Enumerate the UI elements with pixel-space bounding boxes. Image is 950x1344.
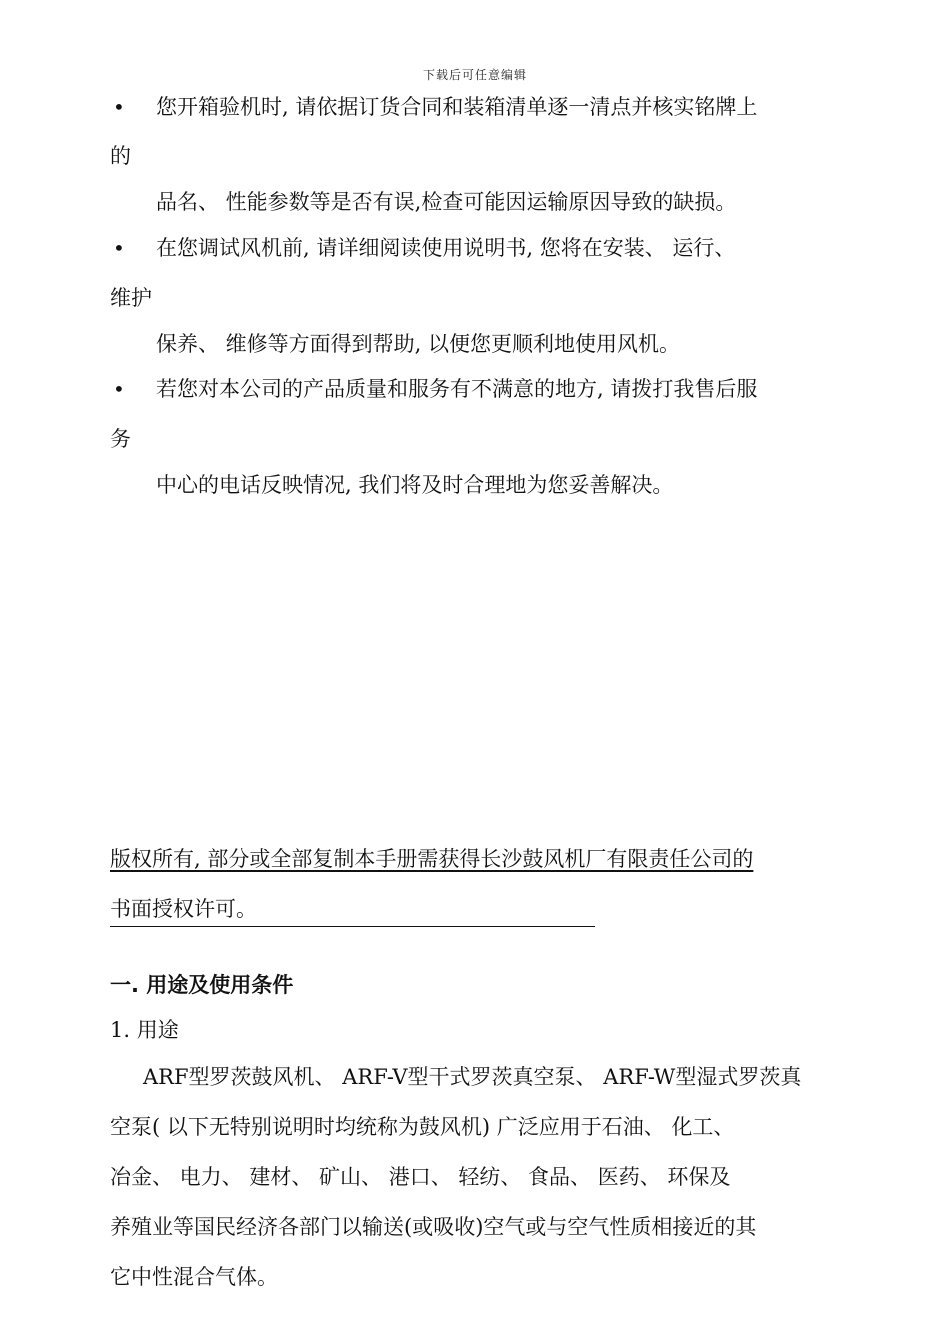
- bullet-icon: •: [113, 95, 125, 119]
- paragraph-line-5: 它中性混合气体。: [110, 1265, 278, 1289]
- bullet-icon: •: [113, 236, 125, 260]
- notice-2-line-3: 保养、 维修等方面得到帮助, 以便您更顺利地使用风机。: [156, 332, 681, 356]
- notice-1-line-1: 您开箱验机时, 请依据订货合同和装箱清单逐一清点并核实铭牌上: [156, 95, 758, 119]
- bullet-icon: •: [113, 377, 125, 401]
- notice-1-line-2: 的: [110, 144, 131, 168]
- copyright-line-1: 版权所有, 部分或全部复制本手册需获得长沙鼓风机厂有限责任公司的: [110, 847, 754, 871]
- copyright-line-2: [110, 894, 595, 927]
- page-header: 下载后可任意编辑: [422, 68, 527, 82]
- notice-3-line-2: 务: [110, 427, 131, 451]
- subsection-heading: 1. 用途: [110, 1018, 179, 1042]
- paragraph-line-2: 空泵( 以下无特别说明时均统称为鼓风机) 广泛应用于石油、 化工、: [110, 1115, 735, 1139]
- paragraph-line-3: 冶金、 电力、 建材、 矿山、 港口、 轻纺、 食品、 医药、 环保及: [110, 1165, 731, 1189]
- paragraph-line-1: ARF型罗茨鼓风机、 ARF-V型干式罗茨真空泵、 ARF-W型湿式罗茨真: [143, 1065, 802, 1089]
- notice-3-line-3: 中心的电话反映情况, 我们将及时合理地为您妥善解决。: [156, 473, 674, 497]
- copyright-line-2-text: 书面授权许可。: [110, 894, 595, 927]
- section-heading: 一. 用途及使用条件: [110, 973, 294, 997]
- paragraph-line-4: 养殖业等国民经济各部门以输送(或吸收)空气或与空气性质相接近的其: [110, 1215, 757, 1239]
- notice-2-line-1: 在您调试风机前, 请详细阅读使用说明书, 您将在安装、 运行、: [156, 236, 736, 260]
- notice-1-line-3: 品名、 性能参数等是否有误,检查可能因运输原因导致的缺损。: [156, 190, 737, 214]
- notice-3-line-1: 若您对本公司的产品质量和服务有不满意的地方, 请拨打我售后服: [156, 377, 758, 401]
- notice-2-line-2: 维护: [110, 286, 152, 310]
